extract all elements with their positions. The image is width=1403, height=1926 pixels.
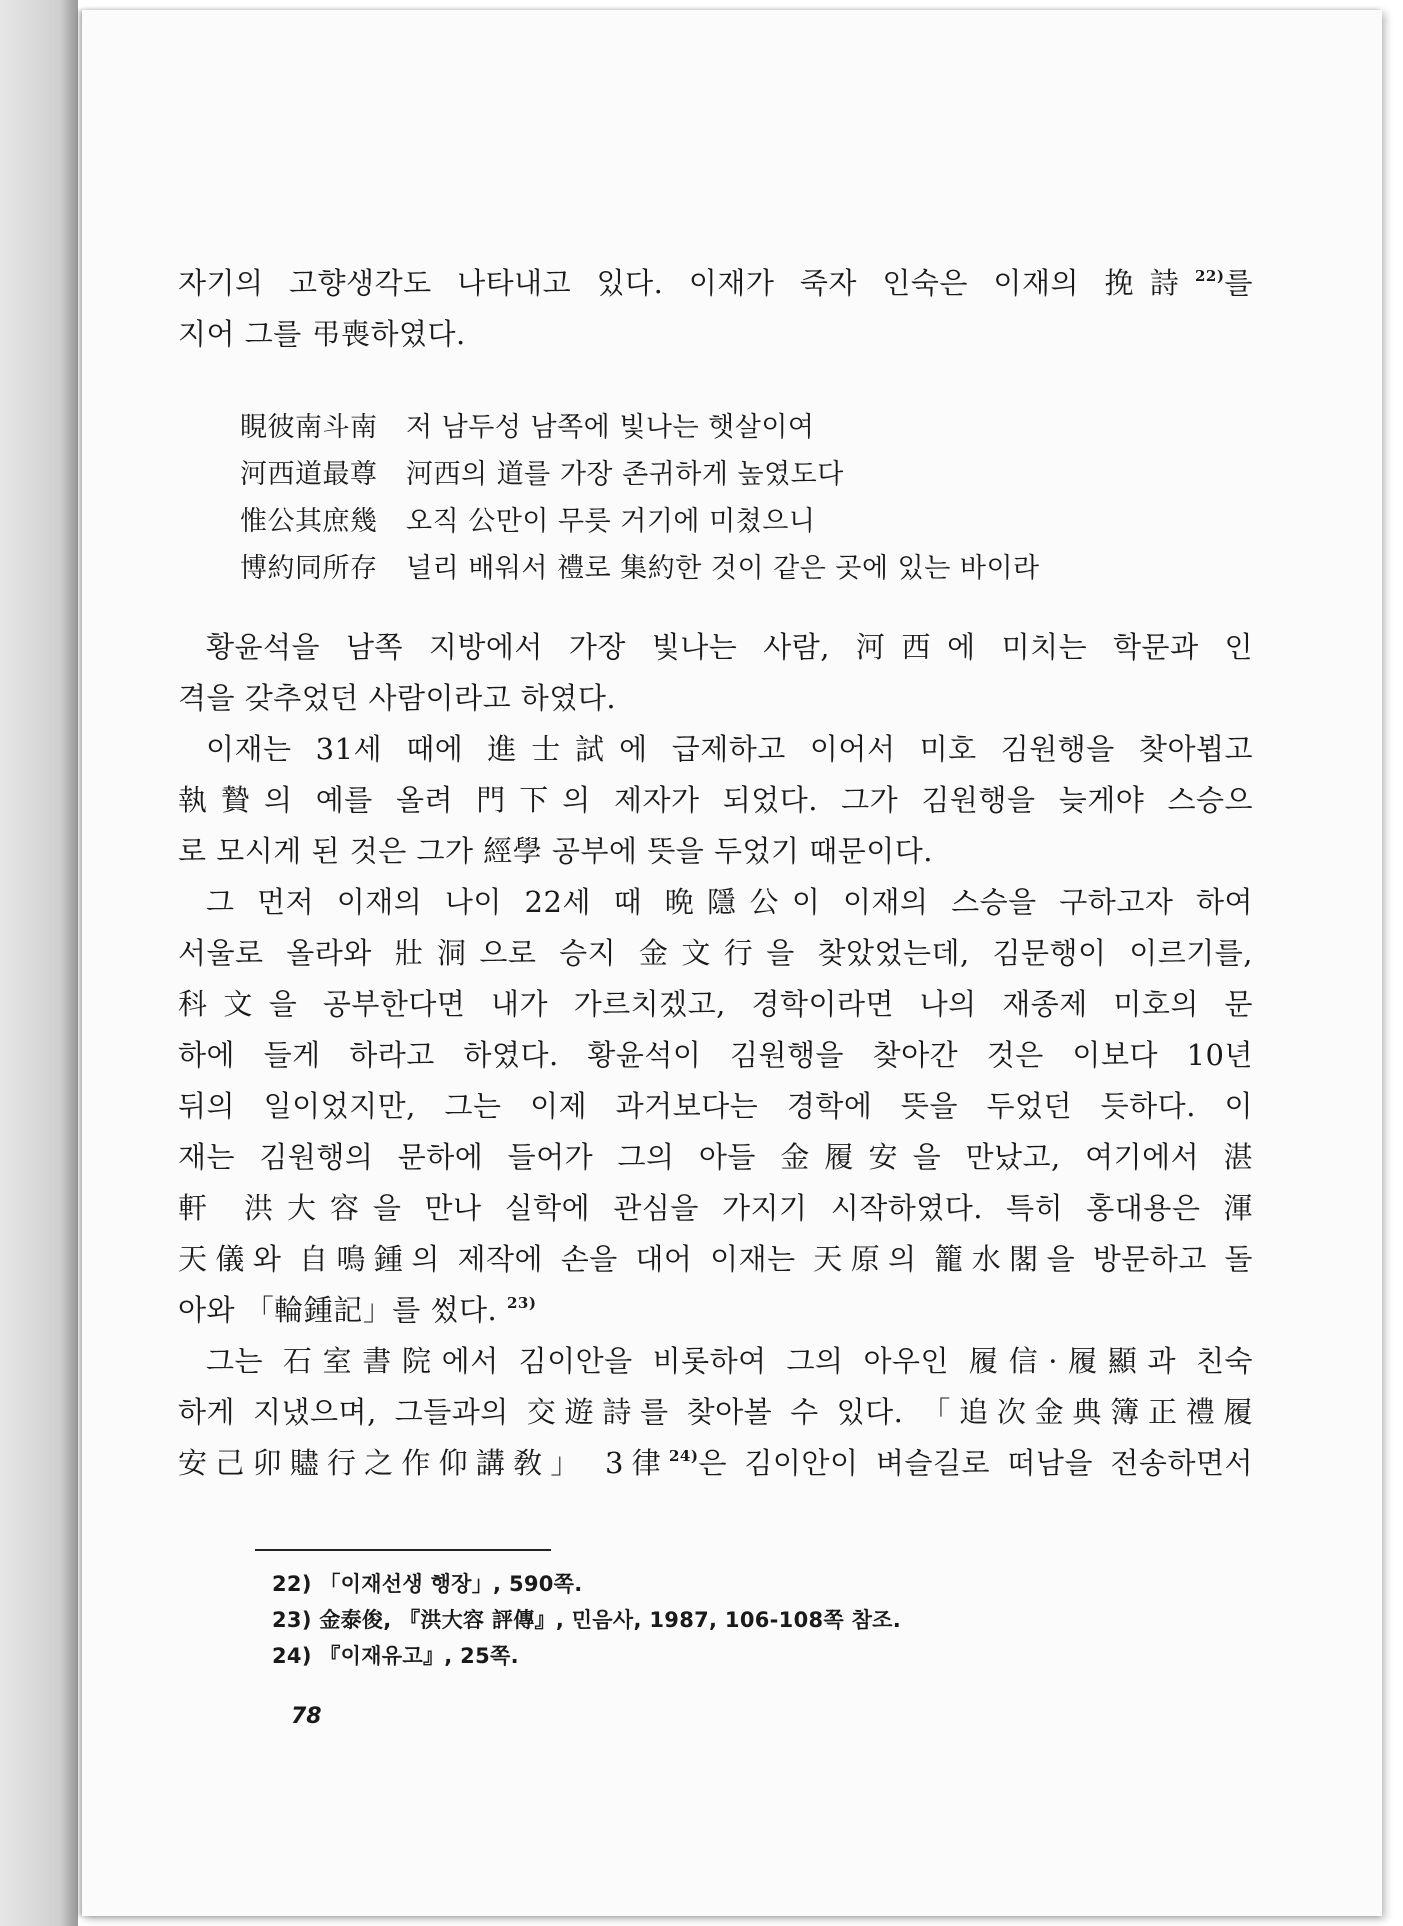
poem-hanja: 博約同所存 [240,553,378,584]
text-line: 科文을 공부한다면 내가 가르치겠고, 경학이라면 나의 재종제 미호의 문 [178,987,1253,1021]
poem-line [240,545,1253,592]
poem-hanja: 睍彼南斗南 [240,412,378,443]
footnote-separator [255,1549,551,1551]
book-spine-shadow [0,0,78,1926]
footnotes [272,1566,1172,1674]
footnote: 22) 「이재선생 행장」, 590쪽. [272,1572,583,1596]
text-line: 그는 石室書院에서 김이안을 비롯하여 그의 아우인 履信·履顯과 친숙 [206,1344,1253,1378]
poem-line [240,498,1253,545]
footnote-ref: 22) [1195,267,1225,285]
footnote-ref: 23) [506,1294,537,1312]
text-line: 하게 지냈으며, 그들과의 交遊詩를 찾아볼 수 있다. 「追次金典簿正禮履 [178,1395,1253,1429]
text-line: 격을 갖추었던 사람이라고 하였다. [178,681,617,715]
poem-hanja: 河西道最尊 [240,459,378,490]
page-body [178,258,1253,1489]
intro-line: 지어 그를 弔喪하였다. [178,317,466,351]
poem-hanja: 惟公其庶幾 [240,506,378,537]
text-line: 아와 「輪鍾記」를 썼다. $^{23)}$ [178,1293,537,1327]
text-line: 뒤의 일이었지만, 그는 이제 과거보다는 경학에 뜻을 두었던 듯하다. 이 [178,1089,1253,1123]
paragraph [178,724,1253,877]
poem-translation: 오직 公만이 무릇 거기에 미쳤으니 [406,506,816,537]
text-line: 로 모시게 된 것은 그가 經學 공부에 뜻을 두었기 때문이다. [178,834,933,868]
intro-line: 자기의 고향생각도 나타내고 있다. 이재가 죽자 인숙은 이재의 挽詩$^{22)}$를 [178,266,1253,300]
poem-line [240,404,1253,451]
text-line: 執贄의 예를 올려 門下의 제자가 되었다. 그가 김원행을 늦게야 스승으 [178,783,1253,817]
text-line: 이재는 31세 때에 進士試에 급제하고 이어서 미호 김원행을 찾아뵙고 [206,732,1253,766]
poem-line [240,451,1253,498]
page-number: 78 [291,1704,322,1729]
footnote-ref: 24) [668,1447,699,1465]
text-line: 그 먼저 이재의 나이 22세 때 晩隱公이 이재의 스승을 구하고자 하여 [206,885,1253,919]
text-line: 재는 김원행의 문하에 들어가 그의 아들 金履安을 만났고, 여기에서 湛 [178,1140,1253,1174]
paragraph [178,622,1253,724]
text-line: 하에 들게 하라고 하였다. 황윤석이 김원행을 찾아간 것은 이보다 10년 [178,1038,1253,1072]
poem-translation: 널리 배워서 禮로 集約한 것이 같은 곳에 있는 바이라 [406,553,1040,584]
text-line: 安己卯贐行之作仰講敎」 3律$^{24)}$은 김이안이 벼슬길로 떠남을 전송하면서 [178,1446,1253,1480]
poem-translation: 河西의 道를 가장 존귀하게 높였도다 [406,459,844,490]
poem-block [240,404,1253,592]
text-line: 軒 洪大容을 만나 실학에 관심을 가지기 시작하였다. 특히 홍대용은 渾 [178,1191,1253,1225]
text-line: 天儀와 自鳴鍾의 제작에 손을 대어 이재는 天原의 籠水閣을 방문하고 돌 [178,1242,1253,1276]
footnote: 24) 『이재유고』, 25쪽. [272,1644,519,1668]
paragraph [178,877,1253,1336]
text-line: 서울로 올라와 壯洞으로 승지 金文行을 찾았었는데, 김문행이 이르기를, [178,936,1253,970]
footnote: 23) 金泰俊, 『洪大容 評傳』, 민음사, 1987, 106-108쪽 참조. [272,1608,902,1632]
paragraph [178,1336,1253,1489]
poem-translation: 저 남두성 남쪽에 빛나는 햇살이여 [406,412,815,443]
text-line: 황윤석을 남쪽 지방에서 가장 빛나는 사람, 河西에 미치는 학문과 인 [206,630,1253,664]
